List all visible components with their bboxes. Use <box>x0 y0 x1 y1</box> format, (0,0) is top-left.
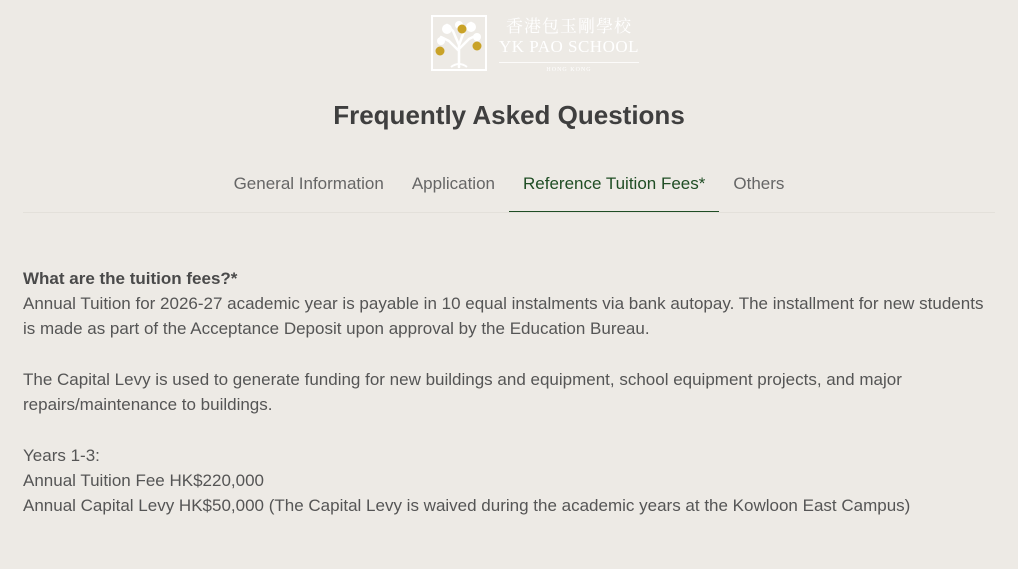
tab-general-information[interactable]: General Information <box>233 174 384 193</box>
logo-wordmark <box>499 17 639 74</box>
fees-tuition-line: Annual Tuition Fee HK$220,000 <box>23 471 265 490</box>
tree-emblem-icon <box>431 15 487 71</box>
faq-answer-panel <box>23 266 998 518</box>
faq-question: What are the tuition fees?* <box>23 269 238 288</box>
logo-english-name: YK PAO SCHOOL <box>499 37 640 56</box>
tab-application[interactable]: Application <box>411 174 495 193</box>
spacer <box>23 341 998 367</box>
logo-subtitle: HONG KONG <box>546 67 592 73</box>
fees-years-label: Years 1-3: <box>23 446 100 465</box>
school-logo[interactable] <box>431 15 641 77</box>
logo-divider <box>499 62 639 63</box>
tab-reference-tuition-fees[interactable]: Reference Tuition Fees* <box>509 160 719 213</box>
tabs-divider <box>23 212 995 213</box>
spacer <box>23 417 998 443</box>
faq-answer-capital-levy: The Capital Levy is used to generate funding for new buildings and equipment, school equipment projects, and major repairs/maintenance to buildings. <box>23 370 902 414</box>
faq-tabs <box>0 160 1018 213</box>
tab-others[interactable]: Others <box>733 174 785 193</box>
logo-chinese-name: 香港包玉剛學校 <box>506 17 632 37</box>
faq-answer-tuition: Annual Tuition for 2026-27 academic year is payable in 10 equal instalments via bank autopay. The installment for new students is made as part of the Acceptance Deposit upon approval by the Education Bureau. <box>23 294 984 338</box>
fees-capital-levy-line: Annual Capital Levy HK$50,000 (The Capital Levy is waived during the academic years at the Kowloon East Campus) <box>23 496 911 515</box>
page-title: Frequently Asked Questions <box>333 100 685 130</box>
